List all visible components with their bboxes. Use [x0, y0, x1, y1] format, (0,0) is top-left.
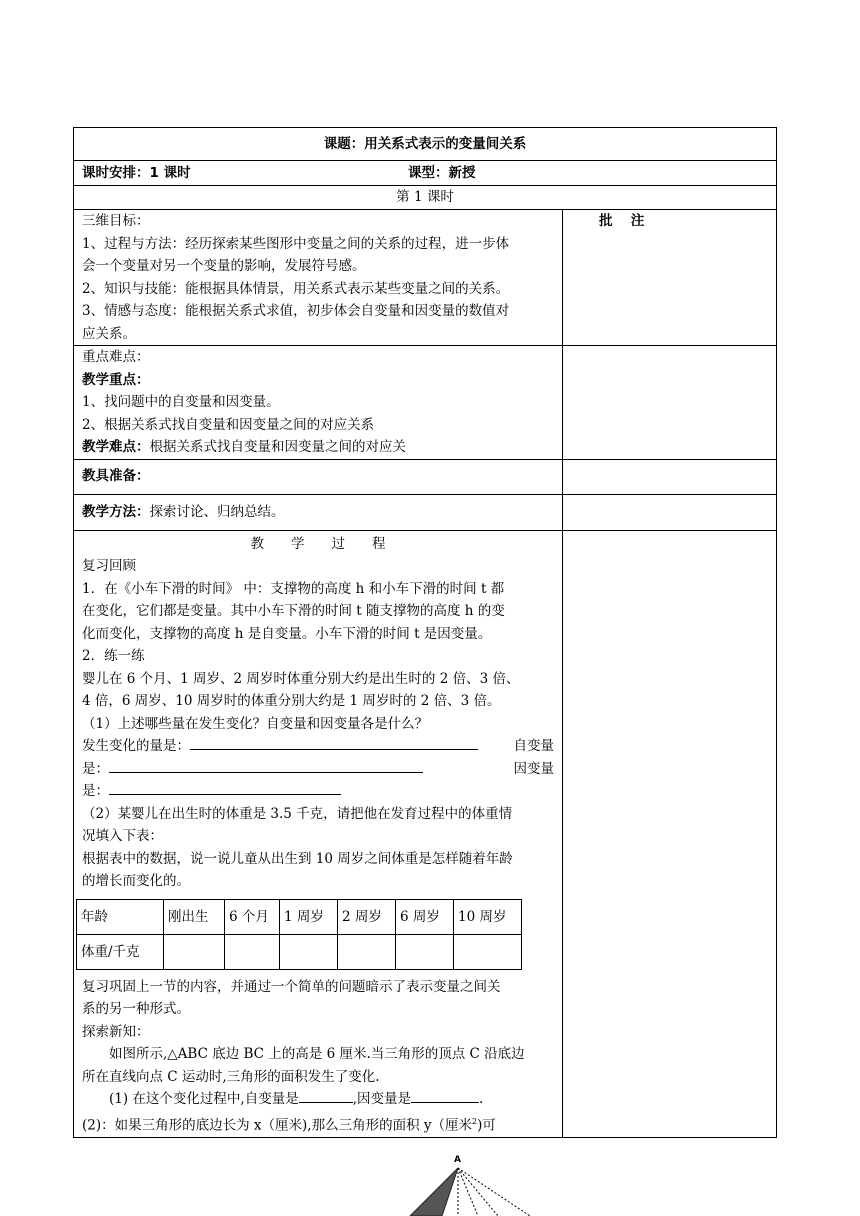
independent-line: [82, 758, 554, 781]
explore-1b: 所在直线向点 C 运动时,三角形的面积发生了变化.: [82, 1068, 380, 1085]
annotation-cell-5: [563, 530, 777, 1137]
tools-label: 教具准备：: [74, 459, 563, 494]
age-cell: 10 周岁: [454, 899, 522, 934]
explore-2: [82, 1088, 554, 1111]
changing-label: 发生变化的量是：: [82, 738, 190, 754]
explore-heading: 探索新知：: [82, 1023, 150, 1040]
weight-input-cell[interactable]: [338, 934, 396, 969]
explore-2-end: .: [479, 1091, 484, 1107]
para-1c: 化而变化，支撑物的高度 h 是自变量。小车下滑的时间 t 是因变量。: [82, 625, 492, 642]
objectives-cell: [74, 210, 563, 346]
weight-input-cell[interactable]: [164, 934, 225, 969]
explore-3-sup: 2: [472, 1116, 478, 1126]
para-1b: 在变化，它们都是变量。其中小车下滑的时间 t 随支撑物的高度 h 的变: [82, 603, 505, 619]
independent-label: 自变量: [513, 738, 554, 754]
method-label: 教学方法：: [82, 503, 150, 520]
changing-blank[interactable]: [190, 735, 478, 750]
review-heading: 复习回顾: [82, 558, 136, 574]
focus-label: 教学重点：: [82, 371, 150, 388]
dashed-side-3: [458, 1168, 530, 1216]
schedule-text: 课时安排：1 课时: [82, 164, 191, 181]
method-cell: [74, 494, 563, 530]
objectives-heading: 三维目标：: [82, 213, 150, 229]
question-2a: （2）某婴儿在出生时的体重是 3.5 千克，请把他在发育过程中的体重情: [82, 805, 513, 822]
lesson-plan: [73, 127, 776, 1138]
focus-2: 2、根据关系式找自变量和因变量之间的对应关系: [82, 416, 375, 433]
objective-3b: 应关系。: [82, 325, 136, 342]
annotation-header: 批 注: [563, 210, 777, 346]
para-3b: 4 倍，6 周岁、10 周岁时的体重分别大约是 1 周岁时的 2 倍、3 倍。: [82, 693, 501, 709]
objective-2: 2、知识与技能：能根据具体情景，用关系式表示某些变量之间的关系。: [82, 280, 510, 297]
lesson-table: [73, 127, 777, 1138]
dependent-line: [82, 780, 554, 803]
explore-1a: 如图所示,△ABC 底边 BC 上的高是 6 厘米.当三角形的顶点 C 沿底边: [109, 1046, 525, 1062]
weight-input-cell[interactable]: [225, 934, 280, 969]
question-1: （1）上述哪些量在发生变化？自变量和因变量各是什么？: [82, 715, 429, 732]
age-cell: 2 周岁: [338, 899, 396, 934]
objective-3a: 3、情感与态度：能根据关系式求值，初步体会自变量和因变量的数值对: [82, 303, 510, 319]
weight-input-cell[interactable]: [396, 934, 454, 969]
weight-header: 体重/千克: [77, 934, 164, 969]
shi-label-2: 是：: [82, 783, 109, 799]
changing-line: [82, 735, 554, 758]
period-row: 第 1 课时: [74, 186, 777, 210]
process-heading: 教 学 过 程: [250, 535, 386, 552]
schedule-row: [74, 161, 777, 186]
age-header: 年龄: [77, 899, 164, 934]
weight-table: [76, 899, 522, 970]
lesson-type-text: 课型：新授: [408, 164, 476, 181]
shi-label: 是：: [82, 760, 109, 777]
shaded-triangle: [410, 1168, 458, 1216]
explore-indep-blank[interactable]: [299, 1088, 353, 1103]
triangle-figure: [380, 1148, 560, 1216]
independent-blank[interactable]: [109, 758, 423, 773]
explore-3-post: )可: [477, 1117, 496, 1133]
question-3a: 根据表中的数据，说一说儿童从出生到 10 周岁之间体重是怎样随着年龄: [82, 850, 513, 867]
dependent-label: 因变量: [513, 760, 554, 777]
para-1a: 1．在《小车下滑的时间》 中：支撑物的高度 h 和小车下滑的时间 t 都: [82, 580, 505, 597]
age-cell: 6 周岁: [396, 899, 454, 934]
explore-2-pre: (1) 在这个变化过程中,自变量是: [109, 1091, 299, 1107]
key-points-heading: 重点难点：: [82, 349, 150, 365]
explore-3: [82, 1111, 554, 1137]
recap-a: 复习巩固上一节的内容，并通过一个简单的问题暗示了表示变量之间关: [82, 978, 501, 995]
age-cell: 1 周岁: [280, 899, 338, 934]
objective-1a: 1、过程与方法：经历探索某些图形中变量之间的关系的过程，进一步体: [82, 235, 510, 252]
recap-b: 系的另一种形式。: [82, 1001, 190, 1017]
age-cell: 刚出生: [164, 899, 225, 934]
para-2: 2．练一练: [82, 648, 145, 664]
para-3a: 婴儿在 6 个月、1 周岁、2 周岁时体重分别大约是出生时的 2 倍、3 倍、: [82, 670, 520, 687]
annotation-cell-2: [563, 346, 777, 460]
weight-input-cell[interactable]: [280, 934, 338, 969]
vertex-a-label: A: [454, 1155, 461, 1165]
key-points-cell: [74, 346, 563, 460]
dependent-blank[interactable]: [109, 780, 341, 795]
difficulty-label: 教学难点：: [82, 439, 150, 455]
explore-dep-blank[interactable]: [411, 1088, 479, 1103]
process-cell: [74, 530, 563, 1137]
lesson-title: 课题：用关系式表示的变量间关系: [74, 128, 777, 161]
age-cell: 6 个月: [225, 899, 280, 934]
explore-3-pre: (2)：如果三角形的底边长为 x（厘米),那么三角形的面积 y（厘米: [82, 1117, 473, 1133]
objective-1b: 会一个变量对另一个变量的影响，发展符号感。: [82, 258, 366, 274]
question-3b: 的增长而变化的。: [82, 873, 190, 889]
explore-2-mid: ,因变量是: [352, 1091, 412, 1107]
annotation-cell-3: [563, 459, 777, 494]
difficulty-text: 根据关系式找自变量和因变量之间的对应关: [149, 439, 406, 455]
question-2b: 况填入下表：: [82, 828, 163, 844]
dashed-side-2: [458, 1168, 498, 1216]
method-text: 探索讨论、归纳总结。: [149, 503, 285, 520]
annotation-cell-4: [563, 494, 777, 530]
focus-1: 1、找问题中的自变量和因变量。: [82, 394, 280, 410]
weight-input-cell[interactable]: [454, 934, 522, 969]
